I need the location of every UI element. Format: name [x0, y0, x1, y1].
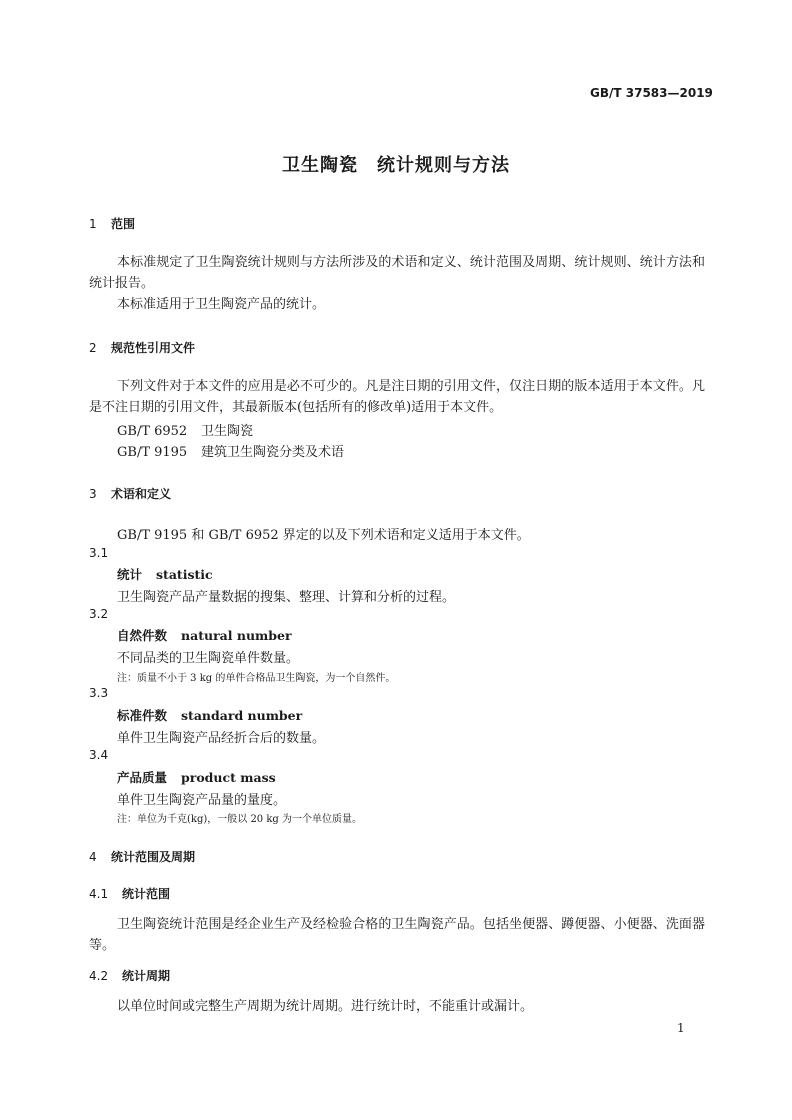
reference-title: 卫生陶瓷	[201, 424, 254, 439]
standard-number: GB/T 37583—2019	[590, 86, 713, 100]
page-number: 1	[677, 1021, 685, 1035]
term-definition: 不同品类的卫生陶瓷单件数量。	[117, 651, 300, 666]
subsection-number: 4.1	[89, 887, 109, 901]
subsection-title: 统计周期	[122, 969, 171, 983]
reference-code: GB/T 6952	[117, 424, 188, 439]
term-chinese: 标准件数	[117, 708, 168, 723]
term-chinese: 自然件数	[117, 628, 168, 643]
section-title: 术语和定义	[111, 487, 172, 501]
term-number: 3.4	[89, 748, 109, 762]
section-title: 统计范围及周期	[111, 850, 196, 864]
term-entry	[117, 565, 213, 583]
term-note: 注：质量不小于 3 kg 的单件合格品卫生陶瓷，为一个自然件。	[117, 673, 396, 684]
term-number: 3.3	[89, 686, 109, 700]
section-number: 4	[89, 850, 97, 864]
term-definition: 单件卫生陶瓷产品量的量度。	[117, 793, 287, 808]
section-title: 范围	[111, 217, 136, 231]
subsection-4-1-heading	[89, 885, 170, 902]
term-note: 注：单位为千克(kg)，一般以 20 kg 为一个单位质量。	[117, 814, 362, 825]
term-definition: 卫生陶瓷产品产量数据的搜集、整理、计算和分析的过程。	[117, 590, 456, 605]
section-number: 1	[89, 217, 97, 231]
section-3-intro: GB/T 9195 和 GB/T 6952 界定的以及下列术语和定义适用于本文件。	[117, 528, 530, 543]
term-entry	[117, 768, 276, 786]
term-english: statistic	[156, 567, 213, 582]
section-1-heading	[89, 215, 135, 232]
section-number: 3	[89, 487, 97, 501]
section-3-heading	[89, 485, 171, 502]
term-chinese: 产品质量	[117, 770, 168, 785]
reference-code: GB/T 9195	[117, 445, 188, 460]
normative-reference	[117, 441, 344, 460]
subsection-number: 4.2	[89, 969, 109, 983]
section-2-paragraph-1: 下列文件对于本文件的应用是必不可少的。凡是注日期的引用文件，仅注日期的版本适用于本文件。凡是不注日期的引用文件，其最新版本(包括所有的修改单)适用于本文件。	[89, 379, 705, 415]
section-1-paragraph-2: 本标准适用于卫生陶瓷产品的统计。	[117, 297, 326, 312]
section-1-paragraph-1: 本标准规定了卫生陶瓷统计规则与方法所涉及的术语和定义、统计范围及周期、统计规则、统计方法和统计报告。	[89, 255, 705, 291]
section-4-heading	[89, 848, 195, 865]
term-english: standard number	[181, 708, 303, 723]
section-2-heading	[89, 339, 195, 356]
term-entry	[117, 626, 292, 644]
term-entry	[117, 706, 302, 724]
term-number: 3.1	[89, 546, 109, 560]
section-title: 规范性引用文件	[111, 341, 196, 355]
section-number: 2	[89, 341, 97, 355]
term-english: product mass	[181, 770, 276, 785]
reference-title: 建筑卫生陶瓷分类及术语	[201, 445, 345, 460]
term-chinese: 统计	[117, 567, 143, 582]
term-definition: 单件卫生陶瓷产品经折合后的数量。	[117, 731, 326, 746]
subsection-4-2-paragraph: 以单位时间或完整生产周期为统计周期。进行统计时，不能重计或漏计。	[117, 999, 534, 1014]
term-english: natural number	[181, 628, 292, 643]
document-title: 卫生陶瓷 统计规则与方法	[282, 155, 510, 176]
subsection-title: 统计范围	[122, 887, 171, 901]
subsection-4-1-paragraph: 卫生陶瓷统计范围是经企业生产及经检验合格的卫生陶瓷产品。包括坐便器、蹲便器、小便器、洗面器等。	[89, 917, 705, 953]
term-number: 3.2	[89, 607, 109, 621]
subsection-4-2-heading	[89, 967, 170, 984]
normative-reference	[117, 420, 253, 439]
